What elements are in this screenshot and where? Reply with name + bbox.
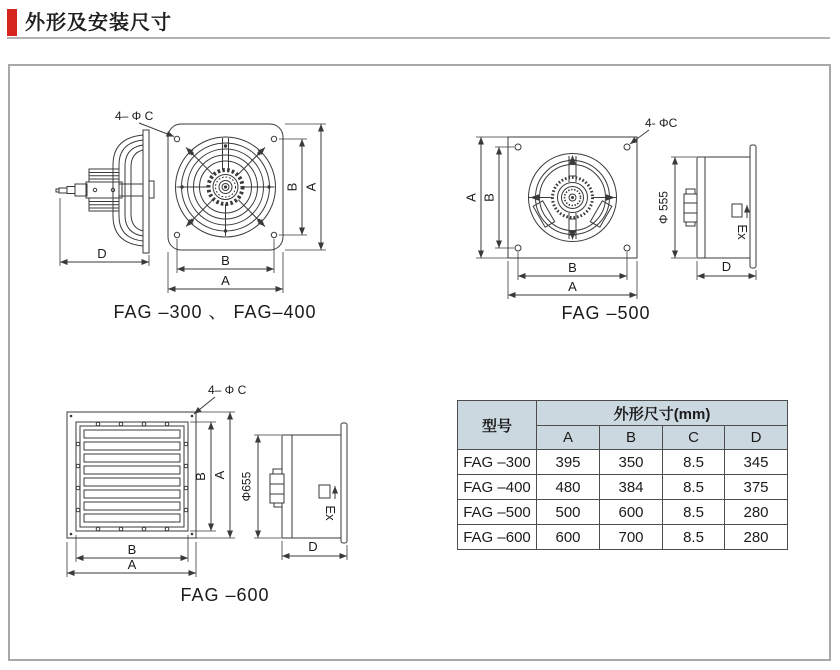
dim-label-b: B <box>193 472 208 481</box>
dim-label-b: B <box>284 182 300 192</box>
cell-d: 280 <box>725 500 788 525</box>
dimensions-table <box>457 400 788 550</box>
table-header-col-c: C <box>663 426 725 450</box>
cell-a: 395 <box>537 450 600 475</box>
dim-label-d: D <box>721 259 732 274</box>
table-header-col-d: D <box>725 426 788 450</box>
fag600-front-view <box>67 412 196 538</box>
dim-label-a: A <box>303 182 319 192</box>
dim-label-b: B <box>568 260 577 275</box>
diameter-label: Φ 555 <box>656 191 671 224</box>
cell-model: FAG –600 <box>458 525 537 550</box>
cell-c: 8.5 <box>663 475 725 500</box>
title-accent-bar <box>7 9 17 36</box>
table-header-model: 型号 <box>458 401 537 450</box>
cell-a: 500 <box>537 500 600 525</box>
cell-c: 8.5 <box>663 525 725 550</box>
dim-label-b: B <box>127 542 137 557</box>
dim-label-b: B <box>481 193 497 202</box>
table-row <box>458 475 788 500</box>
fag300-front-view <box>168 124 283 250</box>
cell-b: 350 <box>600 450 663 475</box>
diameter-label: Φ655 <box>239 471 254 502</box>
hole-callout-leader <box>194 397 215 414</box>
table-header-col-b: B <box>600 426 663 450</box>
hole-callout-label: 4- ΦC <box>645 116 678 130</box>
table-row <box>458 450 788 475</box>
hole-callout-label: 4– Φ C <box>208 383 247 397</box>
drawing-fag600 <box>50 370 380 610</box>
fag500-side-view <box>684 145 756 268</box>
cell-model: FAG –300 <box>458 450 537 475</box>
dim-label-a: A <box>221 273 230 288</box>
cell-c: 8.5 <box>663 450 725 475</box>
cell-a: 480 <box>537 475 600 500</box>
table-header-col-a: A <box>537 426 600 450</box>
title-underline <box>7 37 830 39</box>
fag600-side-view <box>270 423 347 543</box>
dim-label-d: D <box>97 246 107 261</box>
dim-label-a: A <box>463 193 479 202</box>
dim-label-a: A <box>568 279 577 294</box>
cell-model: FAG –500 <box>458 500 537 525</box>
ex-marking-label: Ex <box>323 505 338 521</box>
cell-b: 600 <box>600 500 663 525</box>
figure-caption: FAG –300 、 FAG–400 <box>113 302 317 322</box>
dim-label-b: B <box>221 253 230 268</box>
dim-label-a: A <box>127 557 137 572</box>
dim-label-d: D <box>308 539 318 554</box>
cell-d: 375 <box>725 475 788 500</box>
figure-caption: FAG –500 <box>561 303 651 323</box>
cell-d: 280 <box>725 525 788 550</box>
table-row <box>458 525 788 550</box>
cell-a: 600 <box>537 525 600 550</box>
page-title: 外形及安装尺寸 <box>25 12 172 34</box>
drawing-fag300-400 <box>45 85 345 330</box>
table-row <box>458 500 788 525</box>
cell-d: 345 <box>725 450 788 475</box>
hole-callout-label: 4– Φ C <box>115 109 154 123</box>
figure-caption: FAG –600 <box>180 585 270 605</box>
cell-c: 8.5 <box>663 500 725 525</box>
drawing-fag500 <box>460 100 790 330</box>
ex-marking-label: Ex <box>735 224 750 240</box>
fag500-front-view <box>508 137 637 258</box>
fag300-side-view <box>56 130 154 253</box>
dim-label-a: A <box>212 470 227 480</box>
cell-b: 700 <box>600 525 663 550</box>
cell-b: 384 <box>600 475 663 500</box>
cell-model: FAG –400 <box>458 475 537 500</box>
table-header-dims-group: 外形尺寸(mm) <box>537 401 788 426</box>
